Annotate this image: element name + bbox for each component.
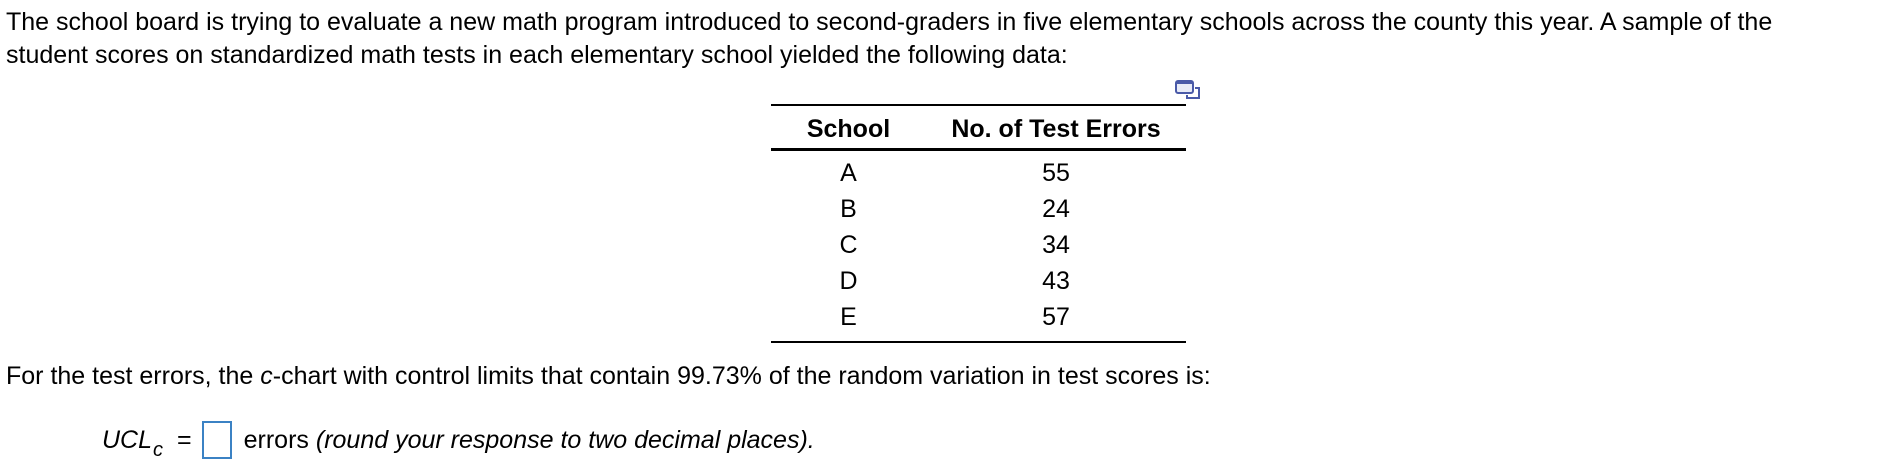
equals-sign: = xyxy=(177,425,192,454)
school-cell: B xyxy=(840,194,857,223)
school-cell: C xyxy=(839,230,858,259)
question-prefix: For the test errors, the xyxy=(6,362,261,390)
question-text xyxy=(6,360,1211,393)
school-cell: E xyxy=(771,299,926,342)
header-test-errors: No. of Test Errors xyxy=(951,114,1161,143)
table-row xyxy=(771,150,1186,192)
school-cell: D xyxy=(839,266,858,295)
header-school: School xyxy=(806,114,891,143)
errors-cell: 43 xyxy=(1042,266,1070,295)
chart-name: c xyxy=(260,362,273,390)
school-cell: A xyxy=(840,158,857,187)
data-table xyxy=(771,104,1186,343)
intro-line-1: The school board is trying to evaluate a new math program introduced to second-graders in five elementary schools across the county this year. A sample of the xyxy=(6,8,1773,36)
copy-icon[interactable] xyxy=(1175,80,1201,100)
errors-cell: 24 xyxy=(1042,194,1070,223)
intro-line-2: student scores on standardized math tests in each elementary school yielded the following data: xyxy=(6,41,1068,69)
ucl-answer-input[interactable] xyxy=(202,421,232,459)
errors-cell: 34 xyxy=(1042,230,1070,259)
rounding-note: (round your response to two decimal places). xyxy=(315,425,815,454)
question-suffix: -chart with control limits that contain 99.73% of the random variation in test scores is: xyxy=(272,362,1211,390)
table-row xyxy=(771,299,1186,342)
table-header-row xyxy=(771,105,1186,150)
ucl-subscript: c xyxy=(153,438,164,461)
ucl-answer-row xyxy=(102,421,815,459)
ucl-label: UCL xyxy=(102,425,153,454)
table-row xyxy=(771,227,1186,263)
errors-cell: 55 xyxy=(1042,158,1070,187)
table-row xyxy=(771,191,1186,227)
table-row xyxy=(771,263,1186,299)
errors-cell: 57 xyxy=(926,299,1186,342)
problem-intro xyxy=(6,6,1876,72)
unit-label: errors xyxy=(243,425,309,454)
